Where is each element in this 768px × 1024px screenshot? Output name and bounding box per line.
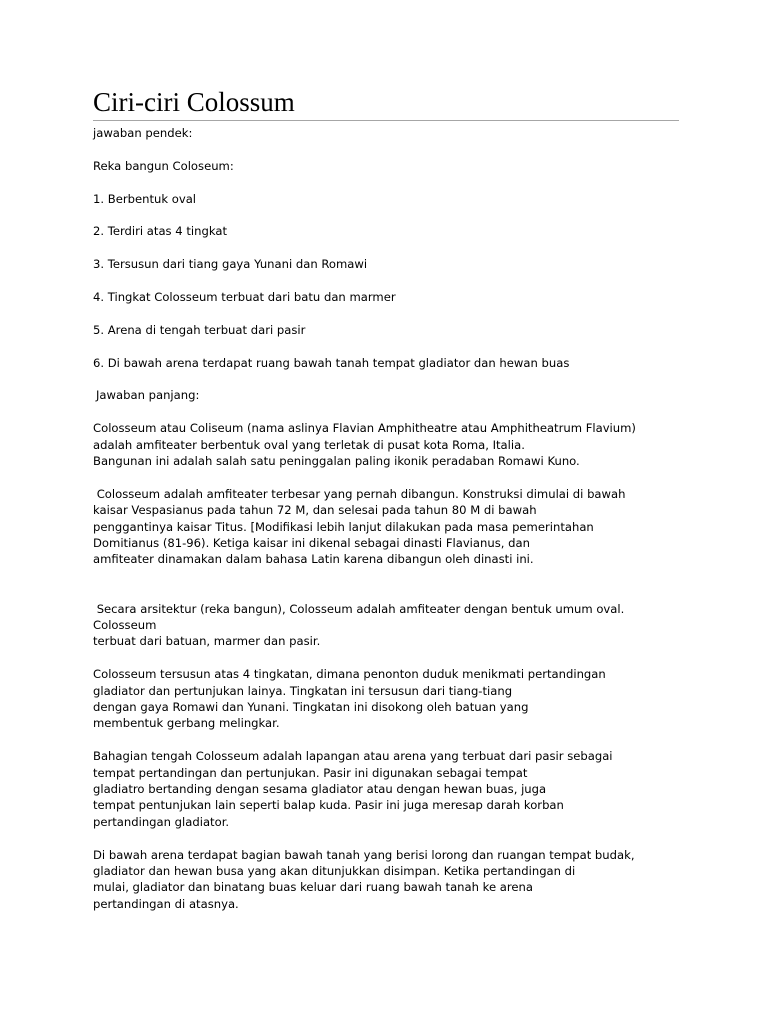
paragraph-line: amfiteater dinamakan dalam bahasa Latin karena dibangun oleh dinasti ini. (93, 552, 534, 567)
list-item: 2. Terdiri atas 4 tingkat (93, 224, 227, 239)
reka-bangun-heading: Reka bangun Coloseum: (93, 158, 234, 173)
paragraph-line: Colosseum tersusun atas 4 tingkatan, dimana penonton duduk menikmati pertandingan (93, 667, 606, 682)
paragraph-line: kaisar Vespasianus pada tahun 72 M, dan selesai pada tahun 80 M di bawah (93, 503, 537, 518)
page-title: Ciri-ciri Colossum (93, 86, 679, 121)
paragraph-line: tempat pentunjukan lain seperti balap kuda. Pasir ini juga meresap darah korban (93, 798, 564, 813)
paragraph-line: Bangunan ini adalah salah satu peninggalan paling ikonik peradaban Romawi Kuno. (93, 453, 580, 468)
paragraph-line: adalah amfiteater berbentuk oval yang terletak di pusat kota Roma, Italia. (93, 437, 525, 452)
paragraph-2 (93, 486, 679, 568)
list-item: 4. Tingkat Colosseum terbuat dari batu dan marmer (93, 289, 396, 304)
document-body (93, 125, 679, 912)
list-item: 6. Di bawah arena terdapat ruang bawah tanah tempat gladiator dan hewan buas (93, 355, 570, 370)
paragraph-line: membentuk gerbang melingkar. (93, 716, 280, 731)
short-answer-heading: jawaban pendek: (93, 126, 193, 140)
paragraph-3 (93, 601, 679, 650)
paragraph-line: gladiator dan pertunjukan lainya. Tingkatan ini tersusun dari tiang-tiang (93, 683, 513, 698)
paragraph-1 (93, 420, 679, 469)
paragraph-6 (93, 847, 679, 913)
paragraph-line: pertandingan gladiator. (93, 814, 230, 829)
paragraph-4 (93, 666, 679, 732)
paragraph-line: gladiator dan hewan busa yang akan ditunjukkan disimpan. Ketika pertandingan di (93, 864, 576, 879)
paragraph-line: Bahagian tengah Colosseum adalah lapangan atau arena yang terbuat dari pasir sebagai (93, 749, 613, 764)
paragraph-line: Secara arsitektur (reka bangun), Colosseum adalah amfiteater dengan bentuk umum oval. (93, 601, 625, 616)
paragraph-5 (93, 748, 679, 830)
paragraph-line: Domitianus (81-96). Ketiga kaisar ini dikenal sebagai dinasti Flavianus, dan (93, 536, 530, 550)
paragraph-line: terbuat dari batuan, marmer dan pasir. (93, 634, 321, 649)
long-answer-heading: Jawaban panjang: (96, 388, 200, 403)
paragraph-line: tempat pertandingan dan pertunjukan. Pasir ini digunakan sebagai tempat (93, 765, 528, 780)
paragraph-line: Colosseum (93, 618, 157, 633)
document-page (93, 86, 679, 912)
paragraph-line: mulai, gladiator dan binatang buas keluar dari ruang bawah tanah ke arena (93, 880, 533, 895)
paragraph-line: Colosseum adalah amfiteater terbesar yang pernah dibangun. Konstruksi dimulai di bawah (93, 486, 626, 501)
list-item: 5. Arena di tengah terbuat dari pasir (93, 322, 306, 337)
list-item: 3. Tersusun dari tiang gaya Yunani dan Romawi (93, 257, 368, 272)
paragraph-line: Di bawah arena terdapat bagian bawah tanah yang berisi lorong dan ruangan tempat budak, (93, 847, 635, 862)
paragraph-line: pertandingan di atasnya. (93, 896, 239, 911)
paragraph-line: dengan gaya Romawi dan Yunani. Tingkatan ini disokong oleh batuan yang (93, 700, 529, 715)
paragraph-line: Colosseum atau Coliseum (nama aslinya Flavian Amphitheatre atau Amphitheatrum Flavium) (93, 421, 636, 436)
paragraph-line: penggantinya kaisar Titus. [Modifikasi lebih lanjut dilakukan pada masa pemerintahan (93, 519, 594, 534)
list-item: 1. Berbentuk oval (93, 191, 197, 206)
paragraph-line: gladiatro bertanding dengan sesama gladiator atau dengan hewan buas, juga (93, 782, 547, 797)
